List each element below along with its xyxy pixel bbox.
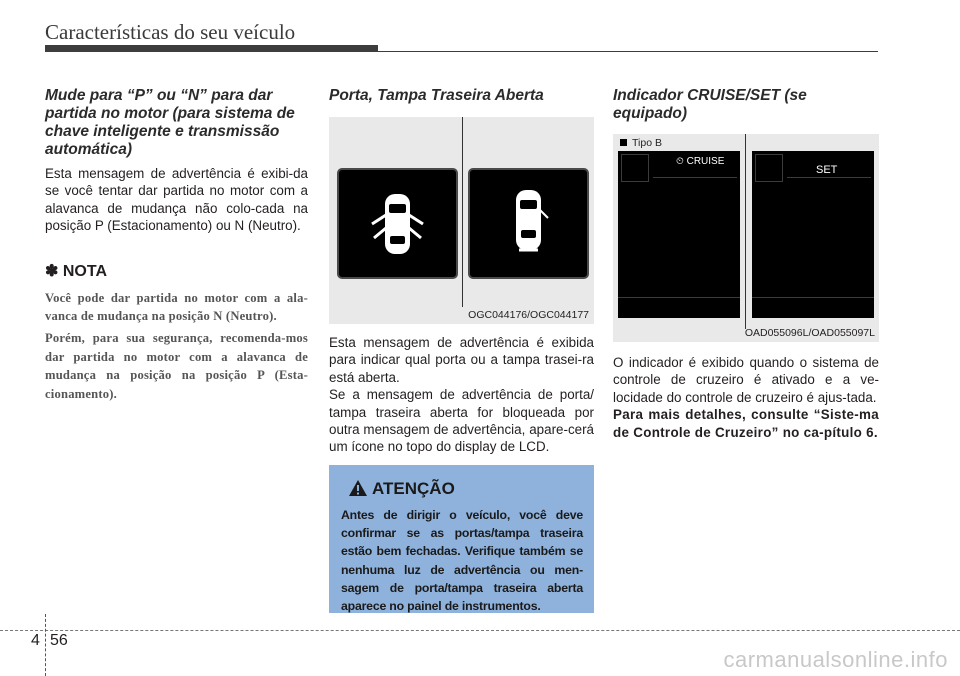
cruise-display <box>618 151 740 318</box>
cruise-text-block <box>613 354 879 441</box>
nota-title: ✽ NOTA <box>45 262 107 280</box>
tailgate-open-display <box>468 168 589 279</box>
door-text-1: Esta mensagem de advertência é exibida para indicar qual porta ou a tampa trasei-ra está aberta. <box>329 335 594 385</box>
door-open-display <box>337 168 458 279</box>
section-title-cruise: Indicador CRUISE/SET (se equipado) <box>613 87 807 122</box>
car-tailgate-open-icon <box>470 170 587 277</box>
column-3 <box>613 87 879 129</box>
page-number: 56 <box>50 632 68 649</box>
shift-p-n-text: Esta mensagem de advertência é exibi-da se você tentar dar partida no motor com a alavanca de mudança não colo-cada na posição P (Estacionamento) ou N (Neutro). <box>45 166 308 234</box>
cruise-indicator: ⏲ CRUISE <box>676 156 725 167</box>
warning-title: ATENÇÃO <box>349 479 455 499</box>
column-1 <box>45 87 308 403</box>
nota-text-1: Você pode dar partida no motor com a ala-vanca de mudança na posição N (Neutro). <box>45 290 308 324</box>
car-doors-open-icon <box>339 170 456 277</box>
warning-text: Antes de dirigir o veículo, você deve confirmar se as portas/tampa traseira estão bem fechadas. Verifique também se nenhuma luz de advertência ou men-sagem de porta/tampa traseira aberta aparece no painel de instrumentos. <box>341 508 583 614</box>
column-2 <box>329 87 594 111</box>
door-text-block <box>329 334 594 456</box>
figure-caption-cruise: OAD055096L/OAD055097L <box>744 327 875 339</box>
warning-box <box>329 465 594 613</box>
figure-caption-door: OGC044176/OGC044177 <box>468 309 589 321</box>
cruise-text: O indicador é exibido quando o sistema de controle de cruzeiro é ativado e a ve-locidade do controle de cruzeiro é ajus-tada. <box>613 355 879 405</box>
nota-text-2: Porém, para sua segurança, recomenda-mos dar partida no motor com a alavanca de mudança na posição na posição P (Esta-cionamento). <box>45 331 308 401</box>
cruise-figure <box>613 134 879 342</box>
watermark: carmanualsonline.info <box>723 647 948 672</box>
door-warning-figure <box>329 117 594 324</box>
header-rule <box>378 51 878 52</box>
door-text-2: Se a mensagem de advertência de porta/ tampa traseira aberta for bloqueada por outra mensagem de advertência, apare-cerá um ícone no topo do display de LCD. <box>329 387 594 455</box>
cruise-icon: ⏲ <box>676 156 684 167</box>
set-indicator: SET <box>816 164 838 176</box>
cruise-reference: Para mais detalhes, consulte “Siste-ma de Controle de Cruzeiro” no ca-pítulo 6. <box>613 407 879 440</box>
tipo-label: Tipo B <box>620 137 662 149</box>
header-bar <box>45 45 378 52</box>
chapter-number: 4 <box>31 632 40 649</box>
chapter-title: Características do seu veículo <box>45 20 296 44</box>
set-display <box>752 151 874 318</box>
section-title-shift-p-n: Mude para “P” ou “N” para dar partida no motor (para sistema de chave inteligente e transmissão automática) <box>45 87 295 158</box>
warning-triangle-icon <box>349 480 367 496</box>
section-title-door-open: Porta, Tampa Traseira Aberta <box>329 87 544 104</box>
